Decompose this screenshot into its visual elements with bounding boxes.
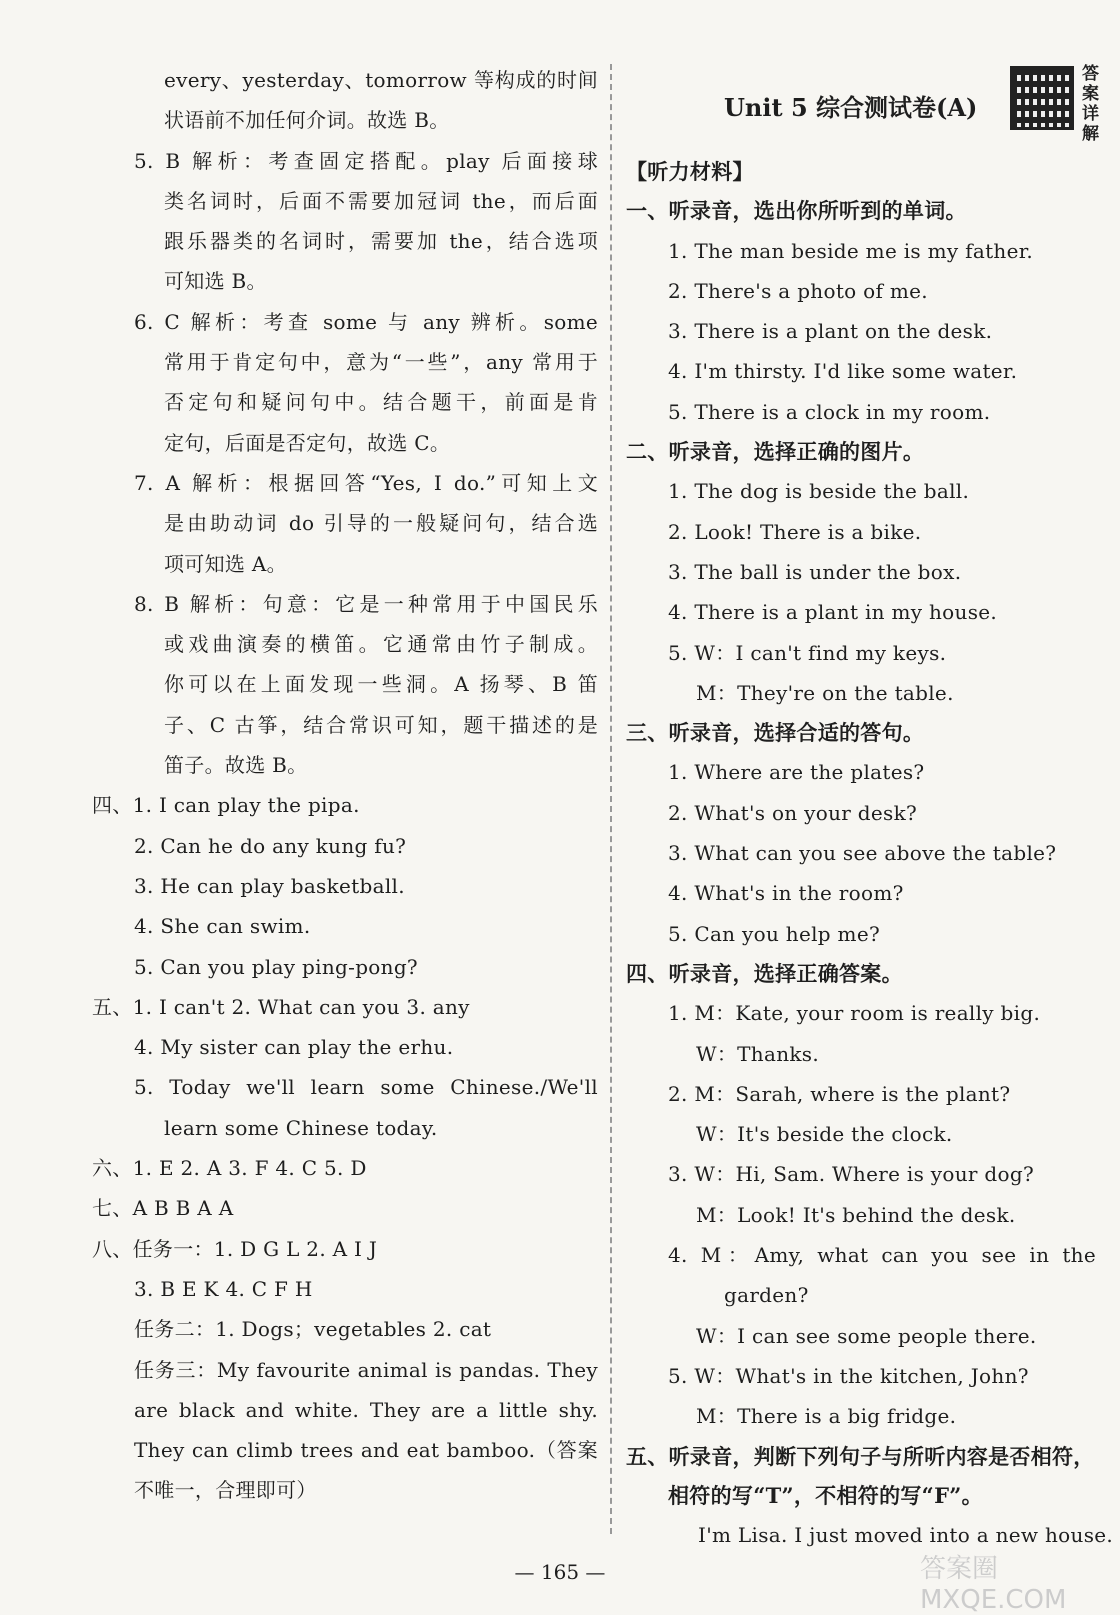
right-line: 2. Look! There is a bike.: [668, 519, 922, 544]
left-line: 不唯一，合理即可）: [134, 1478, 317, 1503]
right-line: 2. What's on your desk?: [668, 800, 918, 825]
left-line: 是由助动词 do 引导的一般疑问句，结合选: [164, 511, 598, 536]
right-line: 5. Can you help me?: [668, 921, 880, 946]
right-line: M：They're on the table.: [696, 680, 954, 705]
left-line: learn some Chinese today.: [164, 1115, 438, 1140]
left-line: 7. A 解析：根据回答“Yes, I do.”可知上文: [134, 470, 598, 495]
test-title: Unit 5 综合测试卷(A): [724, 93, 978, 122]
page-number: — 165 —: [514, 1560, 606, 1584]
right-line: 二、听录音，选择正确的图片。: [626, 439, 925, 465]
right-line: 3. There is a plant on the desk.: [668, 319, 993, 344]
left-line: 任务三：My favourite animal is pandas. They: [134, 1357, 598, 1382]
right-line: 3. The ball is under the box.: [668, 559, 962, 584]
right-line: 4. M：Amy, what can you see in the: [668, 1243, 1096, 1268]
right-line: 3. W：Hi, Sam. Where is your dog?: [668, 1162, 1035, 1187]
right-line: 1. The man beside me is my father.: [668, 238, 1034, 263]
left-line: every、yesterday、tomorrow 等构成的时间: [164, 68, 598, 92]
right-line: 1. M：Kate, your room is really big.: [668, 1001, 1041, 1026]
right-line: 5. There is a clock in my room.: [668, 399, 991, 424]
right-line: 【听力材料】: [626, 159, 754, 184]
right-line: 1. Where are the plates?: [668, 760, 925, 785]
right-column: [626, 60, 1114, 1555]
left-line: 3. B E K 4. C F H: [134, 1276, 313, 1301]
left-line: 子、C 古筝，结合常识可知，题干描述的是: [164, 712, 598, 737]
left-line: 七、A B B A A: [92, 1196, 234, 1221]
left-column: [92, 60, 598, 1511]
left-line: 2. Can he do any kung fu?: [134, 833, 407, 858]
left-line: 5. B 解析：考查固定搭配。play 后面接球: [134, 148, 598, 173]
right-line: W：Thanks.: [696, 1041, 820, 1066]
right-line: M：Look! It's behind the desk.: [696, 1202, 1016, 1227]
right-line: W：I can see some people there.: [696, 1323, 1037, 1348]
left-line: 任务二：1. Dogs；vegetables 2. cat: [134, 1317, 492, 1342]
left-line: 六、1. E 2. A 3. F 4. C 5. D: [92, 1156, 367, 1181]
right-line: 5. W：What's in the kitchen, John?: [668, 1363, 1029, 1388]
left-line: 跟乐器类的名词时，需要加 the，结合选项: [164, 229, 598, 254]
column-divider: [610, 64, 612, 1534]
right-line: 相符的写“T”，不相符的写“F”。: [668, 1482, 983, 1508]
left-line: 5. Can you play ping-pong?: [134, 954, 418, 979]
left-line: 八、任务一：1. D G L 2. A I J: [92, 1236, 378, 1261]
right-line: garden?: [724, 1283, 809, 1308]
right-line: 4. I'm thirsty. I'd like some water.: [668, 359, 1018, 384]
left-line: 五、1. I can't 2. What can you 3. any: [92, 994, 470, 1019]
right-line: 四、听录音，选择正确答案。: [626, 960, 903, 986]
left-line: 4. My sister can play the erhu.: [134, 1035, 454, 1060]
right-line: 三、听录音，选择合适的答句。: [626, 720, 925, 746]
left-line: 笛子。故选 B。: [164, 753, 308, 778]
left-line: 可知选 B。: [164, 269, 267, 294]
right-line: 3. What can you see above the table?: [668, 841, 1057, 866]
left-line: 8. B 解析：句意：它是一种常用于中国民乐: [134, 591, 598, 616]
right-line: 2. There's a photo of me.: [668, 278, 928, 303]
right-line: 2. M：Sarah, where is the plant?: [668, 1081, 1011, 1106]
left-line: 或戏曲演奏的横笛。它通常由竹子制成。: [164, 632, 598, 657]
left-line: 5. Today we'll learn some Chinese./We'll: [134, 1075, 598, 1100]
qr-label: 答案详解: [1082, 64, 1099, 144]
left-line: 你可以在上面发现一些洞。A 扬琴、B 笛: [164, 672, 598, 697]
left-line: 项可知选 A。: [164, 551, 287, 576]
left-line: 四、1. I can play the pipa.: [92, 793, 360, 818]
right-line: 1. The dog is beside the ball.: [668, 479, 970, 504]
right-line: I'm Lisa. I just moved into a new house.: [698, 1523, 1114, 1548]
right-line: 4. What's in the room?: [668, 881, 904, 906]
right-line: M：There is a big fridge.: [696, 1404, 957, 1429]
left-line: 6. C 解析：考查 some 与 any 辨析。some: [134, 309, 598, 334]
left-line: They can climb trees and eat bamboo.（答案: [134, 1438, 598, 1463]
left-line: 否定句和疑问句中。结合题干，前面是肯: [164, 390, 598, 415]
left-line: 4. She can swim.: [134, 914, 311, 939]
left-line: 常用于肯定句中，意为“一些”，any 常用于: [164, 350, 598, 375]
right-line: 4. There is a plant in my house.: [668, 600, 998, 625]
left-line: 定句，后面是否定句，故选 C。: [164, 430, 451, 455]
left-line: 3. He can play basketball.: [134, 873, 405, 898]
right-line: W：It's beside the clock.: [696, 1122, 953, 1147]
right-line: 5. W：I can't find my keys.: [668, 640, 947, 665]
watermark: 答案圈 MXQE.COM: [920, 1554, 1067, 1615]
left-line: are black and white. They are a little shy.: [134, 1397, 598, 1422]
right-line: 一、听录音，选出你所听到的单词。: [626, 198, 967, 224]
left-line: 类名词时，后面不需要加冠词 the，而后面: [164, 188, 598, 213]
left-line: 状语前不加任何介词。故选 B。: [164, 108, 450, 133]
right-line: 五、听录音，判断下列句子与所听内容是否相符，: [626, 1443, 1095, 1469]
